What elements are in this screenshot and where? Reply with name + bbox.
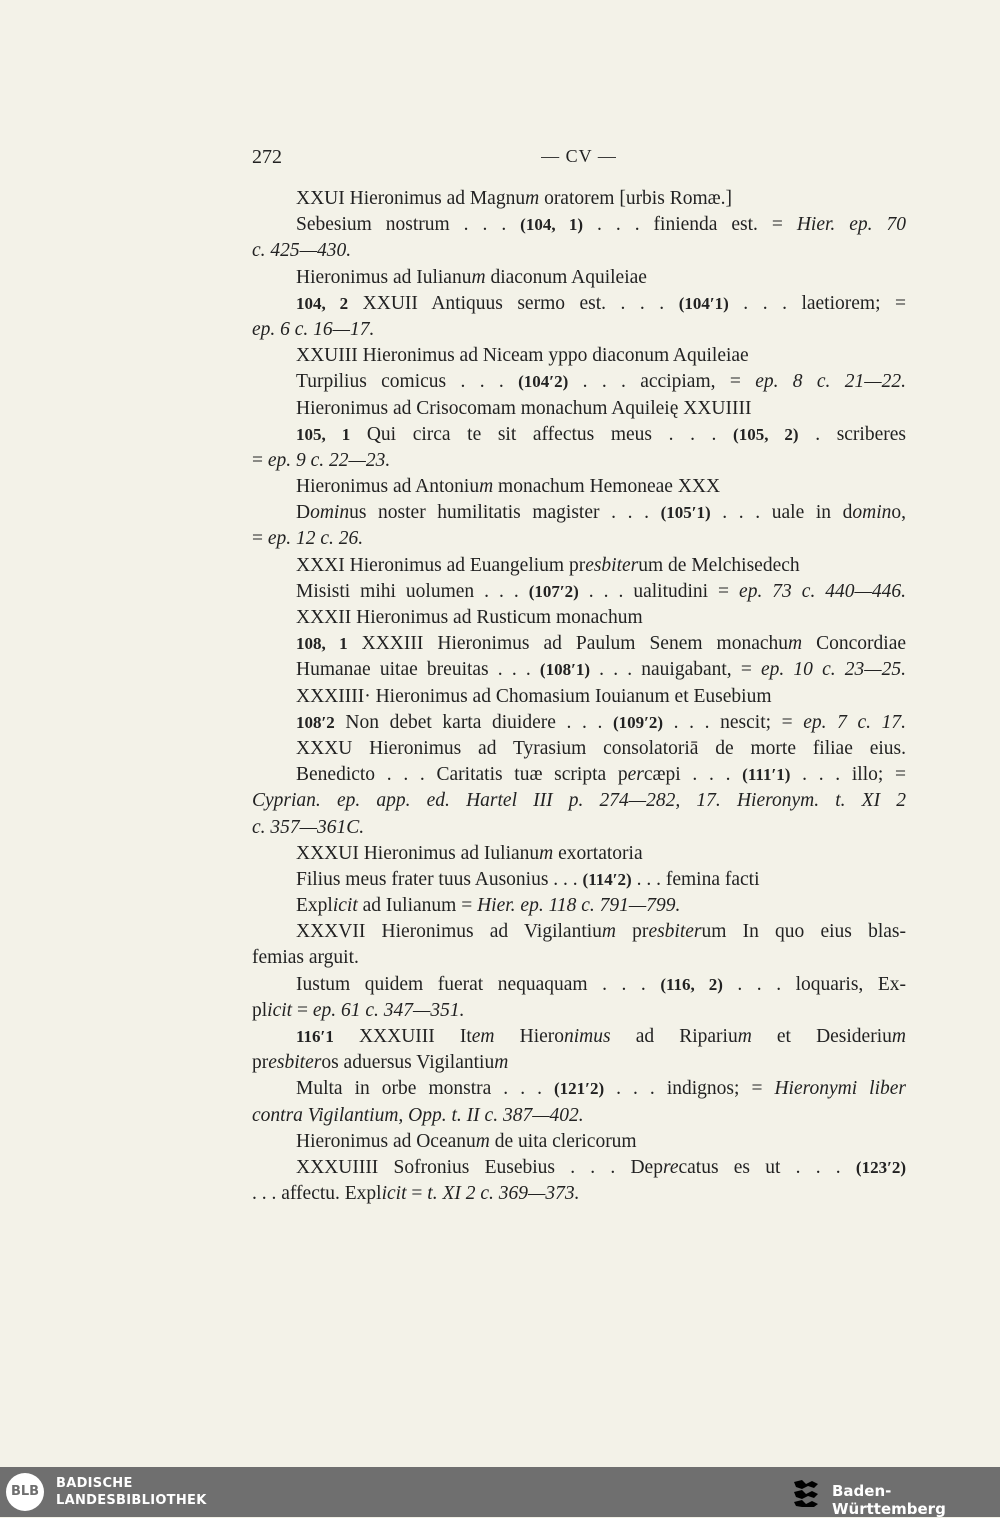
- text-segment: de uita clericorum: [489, 1130, 637, 1152]
- text-segment: XXXIIII· Hieronimus ad Chomasium Iouianum et Eusebium: [296, 685, 772, 707]
- text-line: [252, 238, 906, 264]
- text-line: [252, 317, 906, 343]
- text-segment: et Desideriu: [751, 1026, 892, 1047]
- italic-text: Hier. ep. 118 c. 791—799.: [477, 895, 681, 917]
- italic-text: ep. 10 c. 23—25.: [761, 659, 906, 681]
- text-line: [252, 762, 906, 788]
- text-segment: . . . uale in d: [710, 502, 853, 524]
- text-segment: . . . ualitudini =: [578, 580, 740, 602]
- running-title: — CV —: [541, 146, 617, 166]
- folio-reference: (104′2): [518, 372, 569, 392]
- text-line: [252, 1103, 906, 1129]
- italic-text: m: [479, 476, 494, 498]
- text-segment: Multa in orbe monstra . . .: [296, 1078, 554, 1100]
- italic-text: ep. 6 c. 16—17.: [252, 318, 375, 340]
- text-line: [252, 657, 906, 683]
- italic-text: omin: [852, 502, 892, 524]
- folio-reference: (114′2): [582, 869, 632, 889]
- text-line: [252, 1024, 906, 1050]
- italic-text: ep. 7 c. 17.: [803, 711, 906, 733]
- text-line: [252, 579, 906, 605]
- italic-text: Cyprian. ep. app. ed. Hartel III p. 274—282, 17. Hieronym. t. XI 2: [252, 790, 906, 812]
- state-name[interactable]: Baden-Württemberg: [832, 1482, 946, 1518]
- italic-text: omin: [310, 502, 350, 524]
- text-line: [252, 291, 906, 317]
- text-line: [252, 343, 906, 369]
- text-segment: Hieronimus ad Iulianu: [296, 266, 472, 288]
- text-segment: =: [292, 999, 313, 1021]
- text-segment: Iustum quidem fuerat nequaquam . . .: [296, 973, 661, 995]
- text-segment: monachum Hemoneae XXX: [493, 476, 721, 498]
- text-segment: Qui circa te sit affectus meus . . .: [350, 423, 734, 445]
- text-line: [252, 1155, 906, 1181]
- text-line: [252, 369, 906, 395]
- text-segment: XXXIII Hieronimus ad Paulum Senem monachu: [347, 633, 789, 655]
- text-segment: Hiero: [494, 1026, 565, 1047]
- folio-reference: (104′1): [678, 293, 729, 313]
- text-segment: . . . indignos; =: [604, 1078, 775, 1100]
- text-segment: ad Iulianum =: [357, 895, 478, 917]
- italic-text: em: [471, 1026, 495, 1047]
- italic-text: esbiter: [585, 554, 639, 576]
- text-segment: Filius meus frater tuus Ausonius . . .: [296, 868, 583, 890]
- folio-reference: 108, 1: [296, 634, 348, 654]
- folio-reference: (107′2): [528, 581, 579, 601]
- page-number: 272: [252, 146, 282, 168]
- library-name-line2: LANDESBIBLIOTHEK: [56, 1493, 207, 1508]
- italic-text: m: [525, 188, 540, 209]
- text-segment: . . . nauigabant, =: [590, 659, 761, 681]
- text-segment: . . . accipiam, =: [568, 371, 756, 393]
- text-segment: XXXVII Hieronimus ad Vigilantiu: [296, 921, 602, 943]
- folio-reference: (121′2): [554, 1079, 605, 1099]
- folio-reference: (116, 2): [660, 974, 723, 994]
- text-segment: XXUIII Hieronimus ad Niceam yppo diaconum Aquileiae: [296, 345, 749, 367]
- text-segment: . . . laetiorem; =: [728, 292, 906, 314]
- folio-reference: (123′2): [855, 1157, 906, 1177]
- text-segment: . . . loquaris, Ex-: [722, 973, 906, 995]
- italic-text: m: [475, 1130, 490, 1152]
- text-line: [252, 1129, 906, 1155]
- folio-reference: 105, 1: [296, 424, 351, 444]
- library-name[interactable]: [56, 1475, 207, 1509]
- italic-text: ep. 61 c. 347—351.: [312, 999, 465, 1021]
- italic-text: m: [891, 1026, 906, 1047]
- folio-reference: (111′1): [742, 765, 791, 785]
- text-segment: pl: [252, 999, 268, 1021]
- italic-text: m: [494, 1052, 509, 1074]
- text-segment: =: [252, 528, 268, 550]
- italic-text: icit: [332, 895, 358, 917]
- text-segment: oratorem [urbis Romæ.]: [539, 188, 732, 209]
- text-segment: us noster humilitatis magister . . .: [349, 502, 661, 524]
- text-segment: ad Ripariu: [610, 1026, 738, 1047]
- text-segment: Expl: [296, 895, 333, 917]
- text-line: [252, 1181, 906, 1207]
- text-line: [252, 553, 906, 579]
- text-segment: Humanae uitae breuitas . . .: [296, 659, 540, 681]
- italic-text: icit: [381, 1183, 407, 1205]
- italic-text: t. XI 2 c. 369—373.: [427, 1183, 580, 1205]
- italic-text: ep. 73 c. 440—446.: [739, 580, 906, 602]
- italic-text: nimus: [564, 1026, 611, 1047]
- text-line: [252, 710, 906, 736]
- text-line: [252, 841, 906, 867]
- page-header: [252, 146, 906, 174]
- text-segment: o,: [891, 502, 906, 524]
- text-line: [252, 972, 906, 998]
- folio-reference: (104, 1): [520, 215, 584, 235]
- text-segment: Hieronimus ad Oceanu: [296, 1130, 476, 1152]
- text-line: [252, 396, 906, 422]
- text-segment: XXXII Hieronimus ad Rusticum monachum: [296, 607, 643, 628]
- text-line: [252, 945, 906, 971]
- text-segment: XXUI Hieronimus ad Magnu: [296, 188, 526, 209]
- text-line: [252, 526, 906, 552]
- text-segment: diaconum Aquileiae: [485, 266, 647, 288]
- text-segment: XXXUIIII Sofronius Eusebius . . . Dep: [296, 1156, 663, 1178]
- text-line: [252, 186, 906, 212]
- text-line: [252, 212, 906, 238]
- text-segment: . . . nescit; =: [663, 711, 804, 733]
- italic-text: Hier. ep. 70: [796, 214, 906, 236]
- text-line: [252, 448, 906, 474]
- italic-text: esbiter: [648, 921, 702, 943]
- italic-text: esbiter: [268, 1052, 322, 1074]
- text-line: [252, 1050, 906, 1076]
- text-segment: . . . femina facti: [631, 868, 760, 890]
- italic-text: m: [737, 1026, 752, 1047]
- text-line: [252, 919, 906, 945]
- text-segment: pr: [616, 921, 649, 943]
- italic-text: m: [539, 842, 554, 864]
- text-line: [252, 788, 906, 814]
- text-segment: Concordiae: [802, 633, 906, 655]
- text-line: [252, 500, 906, 526]
- italic-text: re: [662, 1156, 679, 1178]
- text-line: [252, 422, 906, 448]
- text-segment: exortatoria: [553, 842, 643, 864]
- text-segment: . . . finienda est. =: [583, 214, 797, 236]
- text-segment: XXXI Hieronimus ad Euangelium pr: [296, 554, 586, 576]
- text-segment: Benedicto . . . Caritatis tuæ scripta p: [296, 764, 628, 786]
- footer-bar: [0, 1467, 1000, 1517]
- italic-text: m: [788, 633, 803, 655]
- italic-text: ep. 9 c. 22—23.: [267, 449, 391, 471]
- italic-text: m: [601, 921, 616, 943]
- text-segment: Sebesium nostrum . . .: [296, 214, 521, 236]
- folio-reference: 104, 2: [296, 293, 349, 313]
- text-segment: XXUII Antiquus sermo est. . . .: [348, 292, 679, 314]
- text-segment: D: [296, 502, 311, 524]
- text-segment: . . . illo; =: [790, 764, 906, 786]
- text-segment: pr: [252, 1052, 269, 1074]
- text-line: [252, 893, 906, 919]
- text-segment: =: [252, 449, 268, 471]
- text-line: [252, 631, 906, 657]
- folio-reference: 116′1: [296, 1027, 334, 1046]
- text-segment: . scriberes: [798, 423, 906, 445]
- text-line: [252, 1076, 906, 1102]
- blb-logo[interactable]: BLB: [6, 1473, 44, 1511]
- text-segment: =: [406, 1183, 428, 1205]
- italic-text: Hieronymi liber: [774, 1078, 906, 1100]
- text-segment: os aduersus Vigilantiu: [321, 1052, 495, 1074]
- text-segment: Non debet karta diuidere . . .: [334, 711, 613, 733]
- text-segment: XXXUIII It: [333, 1026, 472, 1047]
- text-line: [252, 265, 906, 291]
- text-segment: um de Melchisedech: [638, 554, 800, 576]
- folio-reference: (105′1): [660, 503, 711, 523]
- text-line: [252, 605, 906, 631]
- text-line: [252, 998, 906, 1024]
- italic-text: c. 357—361C.: [252, 816, 365, 838]
- italic-text: contra Vigilantium, Opp. t. II c. 387—402.: [252, 1104, 584, 1126]
- text-segment: Hieronimus ad Antoniu: [296, 476, 480, 498]
- body-text: [252, 186, 906, 1207]
- text-segment: catus es ut . . .: [678, 1156, 856, 1178]
- text-segment: Turpilius comicus . . .: [296, 371, 519, 393]
- text-line: [252, 815, 906, 841]
- library-name-line1: BADISCHE: [56, 1476, 133, 1491]
- folio-reference: 108′2: [296, 712, 335, 732]
- italic-text: c. 425—430.: [252, 240, 352, 262]
- italic-text: ep. 12 c. 26.: [267, 528, 364, 550]
- baden-wuerttemberg-lions-icon: [790, 1476, 822, 1508]
- text-segment: . . . affectu. Expl: [252, 1183, 382, 1205]
- text-segment: cæpi . . .: [643, 764, 743, 786]
- text-line: [252, 867, 906, 893]
- italic-text: icit: [267, 999, 293, 1021]
- text-line: [252, 684, 906, 710]
- text-line: [252, 474, 906, 500]
- text-segment: um In quo eius blas-: [701, 921, 906, 943]
- text-segment: femias arguit.: [252, 947, 359, 969]
- folio-reference: (109′2): [612, 712, 664, 732]
- folio-reference: (108′1): [539, 660, 591, 680]
- text-segment: Misisti mihi uolumen . . .: [296, 580, 529, 602]
- folio-reference: (105, 2): [733, 424, 799, 444]
- italic-text: ep. 8 c. 21—22.: [755, 371, 906, 393]
- text-segment: Hieronimus ad Crisocomam monachum Aquileię XXUIIII: [296, 397, 752, 419]
- text-line: [252, 736, 906, 762]
- text-segment: XXXUI Hieronimus ad Iulianu: [296, 842, 540, 864]
- text-segment: XXXU Hieronimus ad Tyrasium consolatoriā de morte filiae eius.: [296, 737, 906, 759]
- italic-text: er: [627, 764, 644, 786]
- italic-text: m: [471, 266, 486, 288]
